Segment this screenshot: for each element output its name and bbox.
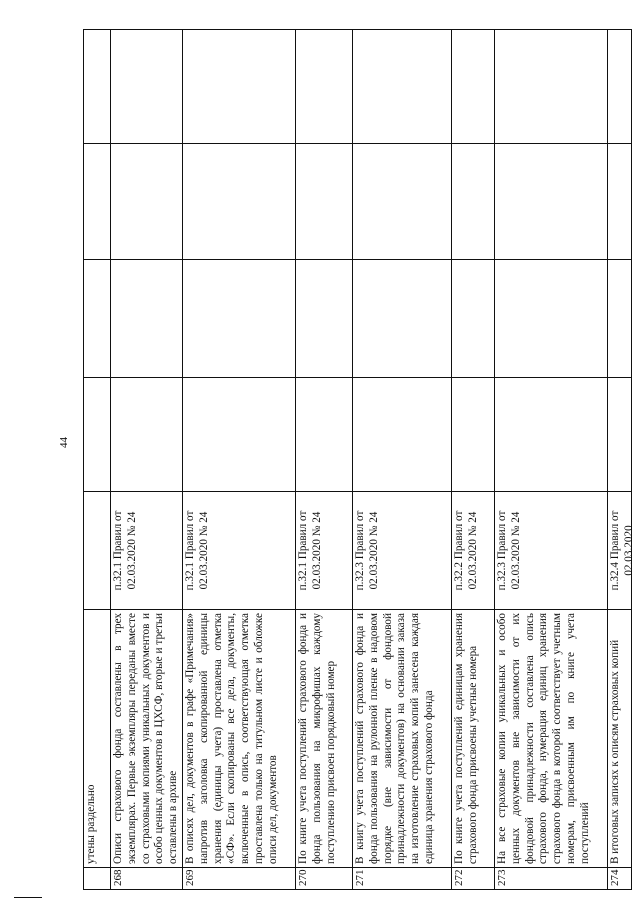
row-number-text: 274	[608, 869, 621, 886]
row-number-text: 273	[495, 869, 508, 886]
page-number: 44	[58, 437, 70, 448]
table-row	[607, 30, 631, 890]
empty-cell	[451, 260, 494, 378]
table-row	[451, 30, 494, 890]
empty-cell	[494, 260, 607, 378]
empty-cell	[182, 378, 295, 492]
row-number	[84, 868, 111, 890]
empty-cell	[182, 144, 295, 260]
requirement-text	[295, 610, 352, 868]
legal-reference	[111, 492, 183, 610]
empty-cell	[295, 260, 352, 378]
requirement-text-text: На все страховые копии уникальных и особо ценных документов вне зависимости от их фондовой принадлежности составлена опись страхового фонда, нумерация единиц хранения страхового фонда в которой соответствует учетным номерам, присвоенным им по книге учета поступлений	[495, 613, 591, 864]
empty-cell	[494, 378, 607, 492]
table-row	[352, 30, 451, 890]
empty-cell	[111, 378, 183, 492]
table-row	[182, 30, 295, 890]
requirement-text-text: В итоговых записях к описям страховых копий	[608, 639, 621, 864]
checklist-table	[83, 29, 635, 890]
legal-reference-text: п.32.1 Правил от 02.03.2020 № 24	[296, 510, 323, 591]
legal-reference-text: п.32.4 Правил от 02.03.2020	[608, 510, 635, 591]
empty-cell	[295, 378, 352, 492]
empty-cell	[84, 144, 111, 260]
legal-reference	[352, 492, 451, 610]
empty-cell	[84, 378, 111, 492]
legal-reference-text: п.32.1 Правил от 02.03.2020 № 24	[183, 510, 210, 591]
requirement-text	[607, 610, 631, 868]
empty-cell	[352, 378, 451, 492]
empty-cell	[494, 144, 607, 260]
legal-reference	[494, 492, 607, 610]
empty-cell	[182, 30, 295, 144]
legal-reference	[451, 492, 494, 610]
row-number-text: 269	[183, 869, 196, 886]
row-number	[182, 868, 295, 890]
rotated-table-container	[83, 30, 635, 890]
row-number-text	[85, 871, 98, 886]
requirement-text	[494, 610, 607, 868]
table-body	[84, 30, 635, 890]
empty-cell	[111, 144, 183, 260]
requirement-text	[182, 610, 295, 868]
empty-cell	[607, 378, 631, 492]
legal-reference	[84, 492, 111, 610]
requirement-text	[352, 610, 451, 868]
empty-cell	[84, 260, 111, 378]
requirement-text	[451, 610, 494, 868]
row-number-text: 271	[353, 869, 366, 886]
empty-cell	[607, 260, 631, 378]
legal-reference	[182, 492, 295, 610]
empty-cell	[352, 30, 451, 144]
requirement-text-text: Описи страхового фонда составлены в трех экземплярах. Первые экземпляры переданы вместе со страховыми копиями уникальных документов и особо ценных документов в ЦХСФ, вторые и третьи оставлены в архиве	[112, 613, 180, 864]
legal-reference	[607, 492, 635, 610]
footer-rule	[14, 897, 42, 898]
row-number-text: 270	[296, 869, 309, 886]
requirement-text-text: В книгу учета поступлений страхового фонда и фонда пользования на рулонной пленке в надовом порядке (вне зависимости от фондовой принадлежности документов) на основании заказа на изготовление страховых копий занесена каждая единица хранения страхового фонда	[353, 613, 435, 864]
row-number-text: 268	[112, 869, 124, 886]
legal-reference-text: п.32.3 Правил от 02.03.2020 № 24	[495, 510, 522, 591]
table-row	[84, 30, 111, 890]
empty-cell	[451, 30, 494, 144]
table-row	[295, 30, 352, 890]
empty-cell	[451, 378, 494, 492]
empty-cell	[111, 260, 183, 378]
legal-reference-text: п.32.1 Правил от 02.03.2020 № 24	[112, 510, 138, 591]
empty-cell	[295, 30, 352, 144]
empty-cell	[182, 260, 295, 378]
empty-cell	[451, 144, 494, 260]
requirement-text-text: утены раздельно	[85, 784, 97, 864]
row-number	[451, 868, 494, 890]
requirement-text-text: По книге учета поступлений единицам хранения страхового фонда присвоены учетные номера	[452, 613, 479, 864]
row-number	[352, 868, 451, 890]
empty-cell	[607, 144, 631, 260]
row-number	[494, 868, 607, 890]
requirement-text-text: В описях дел, документов в графе «Примечания» напротив заголовка скопированной единицы хранения (единицы учета) проставлена отметка «СФ». Если скопированы все дела, документы, включенные в опись, соответствующая отметка проставлена только на титульном листе и обложке описи дел, документов	[183, 613, 279, 864]
empty-cell	[494, 30, 607, 144]
empty-cell	[84, 30, 111, 144]
requirement-text	[84, 610, 111, 868]
table-row	[494, 30, 607, 890]
row-number-text: 272	[452, 869, 465, 886]
requirement-text-text: По книге учета поступлений страхового фонда и фонда пользования на микрофишах каждому поступлению присвоен порядковый номер	[296, 613, 337, 864]
row-number	[111, 868, 183, 890]
legal-reference-text: п.32.3 Правил от 02.03.2020 № 24	[353, 510, 380, 591]
row-number	[607, 868, 631, 890]
legal-reference	[295, 492, 352, 610]
empty-cell	[295, 144, 352, 260]
empty-cell	[607, 30, 631, 144]
empty-cell	[352, 260, 451, 378]
row-number	[295, 868, 352, 890]
requirement-text	[111, 610, 183, 868]
empty-cell	[352, 144, 451, 260]
legal-reference-text	[85, 495, 98, 606]
empty-cell	[111, 30, 183, 144]
table-row	[111, 30, 183, 890]
legal-reference-text: п.32.2 Правил от 02.03.2020 № 24	[452, 510, 479, 591]
